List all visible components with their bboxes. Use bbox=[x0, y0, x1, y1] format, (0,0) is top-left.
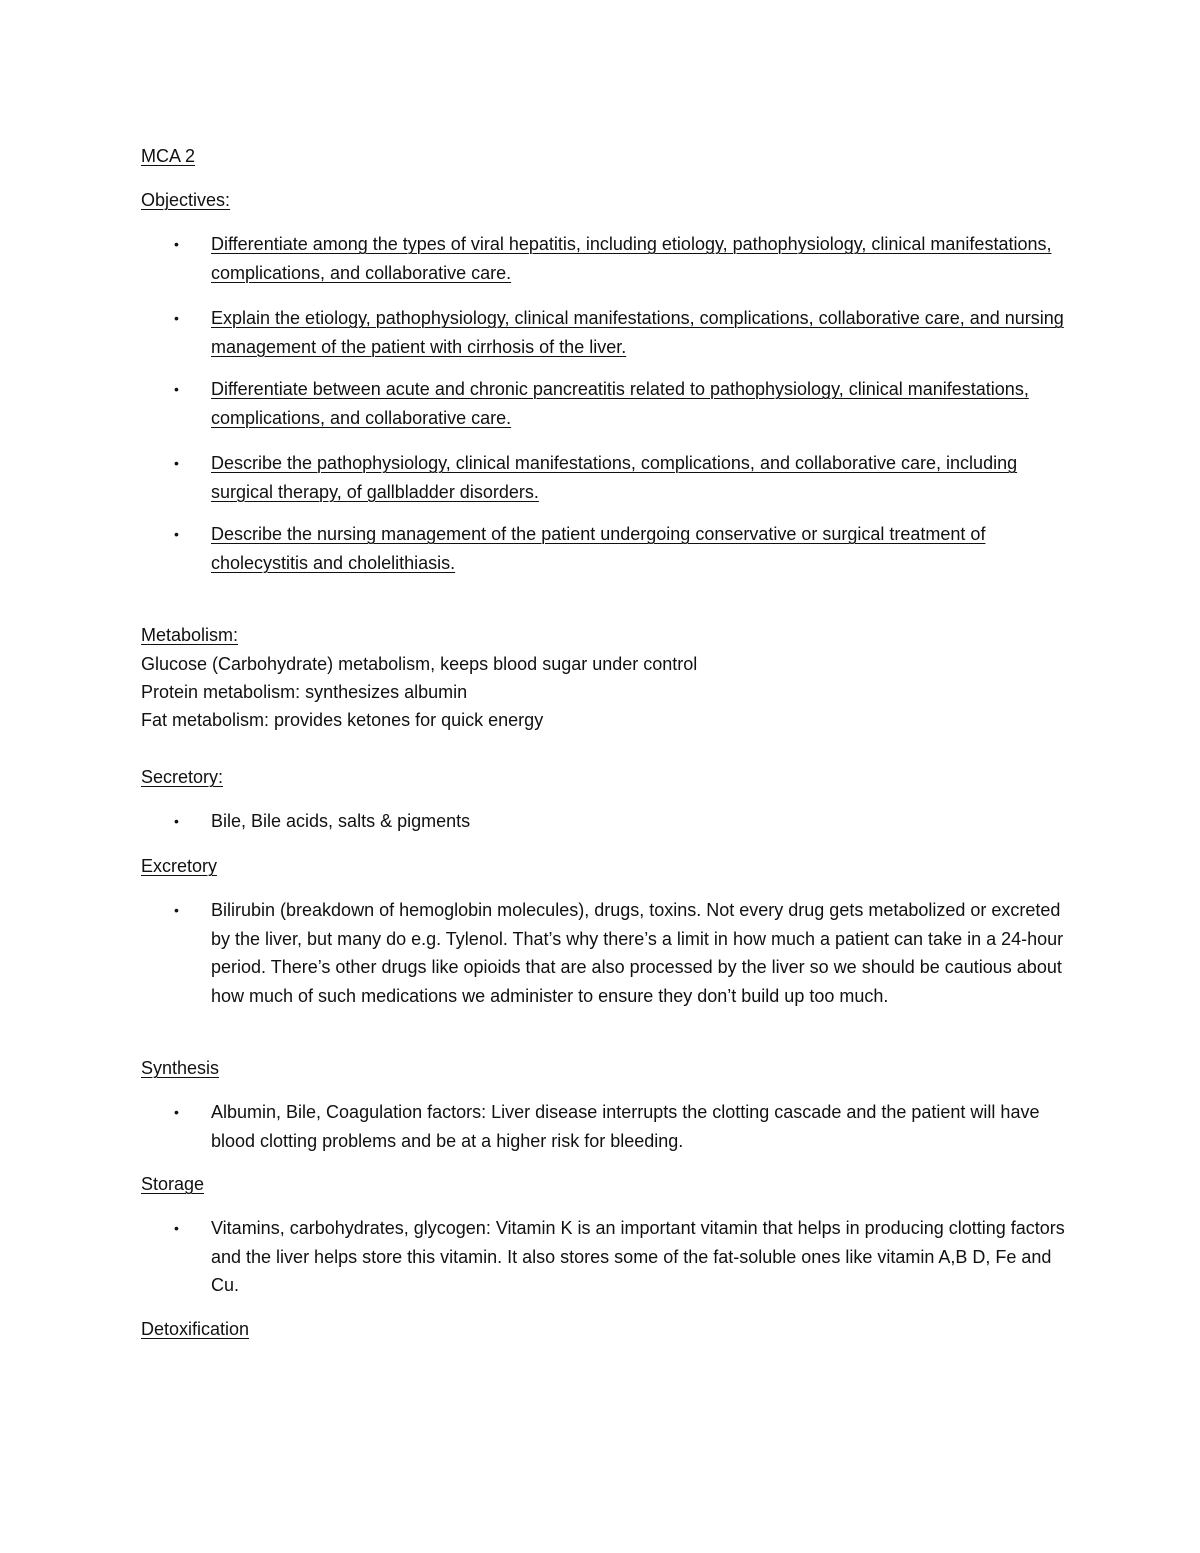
metabolism-heading: Metabolism: bbox=[141, 625, 239, 645]
bullet-icon: • bbox=[174, 526, 179, 542]
bullet-icon: • bbox=[174, 455, 179, 471]
excretory-heading: Excretory bbox=[141, 856, 218, 876]
objective-item: Explain the etiology, pathophysiology, clinical manifestations, complications, collaborative care, and nursing management of the patient with cirrhosis of the liver. bbox=[211, 308, 1064, 357]
document-title: MCA 2 bbox=[141, 146, 196, 166]
bullet-icon: • bbox=[174, 310, 179, 326]
bullet-icon: • bbox=[174, 1220, 179, 1236]
bullet-icon: • bbox=[174, 902, 179, 918]
objective-item: Describe the pathophysiology, clinical manifestations, complications, and collaborative care, including surgical therapy, of gallbladder disorders. bbox=[211, 453, 1018, 502]
synthesis-heading: Synthesis bbox=[141, 1058, 220, 1078]
metabolism-line: Protein metabolism: synthesizes albumin bbox=[141, 682, 468, 702]
metabolism-line: Fat metabolism: provides ketones for quick energy bbox=[141, 710, 544, 730]
objective-item: Describe the nursing management of the patient undergoing conservative or surgical treatment of cholecystitis and cholelithiasis. bbox=[211, 524, 986, 573]
bullet-icon: • bbox=[174, 381, 179, 397]
bullet-icon: • bbox=[174, 236, 179, 252]
bullet-icon: • bbox=[174, 813, 179, 829]
storage-item: Vitamins, carbohydrates, glycogen: Vitamin K is an important vitamin that helps in producing clotting factors and the liver helps store this vitamin. It also stores some of the fat-soluble ones like vitamin A,B D, Fe and Cu. bbox=[211, 1218, 1065, 1295]
secretory-heading: Secretory: bbox=[141, 767, 224, 787]
objectives-heading: Objectives: bbox=[141, 190, 231, 210]
objective-item: Differentiate among the types of viral hepatitis, including etiology, pathophysiology, clinical manifestations, complications, and collaborative care. bbox=[211, 234, 1052, 283]
detoxification-heading: Detoxification bbox=[141, 1319, 250, 1339]
metabolism-line: Glucose (Carbohydrate) metabolism, keeps blood sugar under control bbox=[141, 654, 698, 674]
excretory-item: Bilirubin (breakdown of hemoglobin molecules), drugs, toxins. Not every drug gets metabolized or excreted by the liver, but many do e.g. Tylenol. That’s why there’s a limit in how much a patient can take in a 24-hour period. There’s other drugs like opioids that are also processed by the liver so we should be cautious about how much of such medications we administer to ensure they don’t build up too much. bbox=[211, 900, 1064, 1006]
storage-heading: Storage bbox=[141, 1174, 205, 1194]
bullet-icon: • bbox=[174, 1104, 179, 1120]
synthesis-item: Albumin, Bile, Coagulation factors: Liver disease interrupts the clotting cascade and the patient will have blood clotting problems and be at a higher risk for bleeding. bbox=[211, 1102, 1040, 1151]
objective-item: Differentiate between acute and chronic pancreatitis related to pathophysiology, clinical manifestations, complications, and collaborative care. bbox=[211, 379, 1029, 428]
secretory-item: Bile, Bile acids, salts & pigments bbox=[211, 811, 471, 831]
